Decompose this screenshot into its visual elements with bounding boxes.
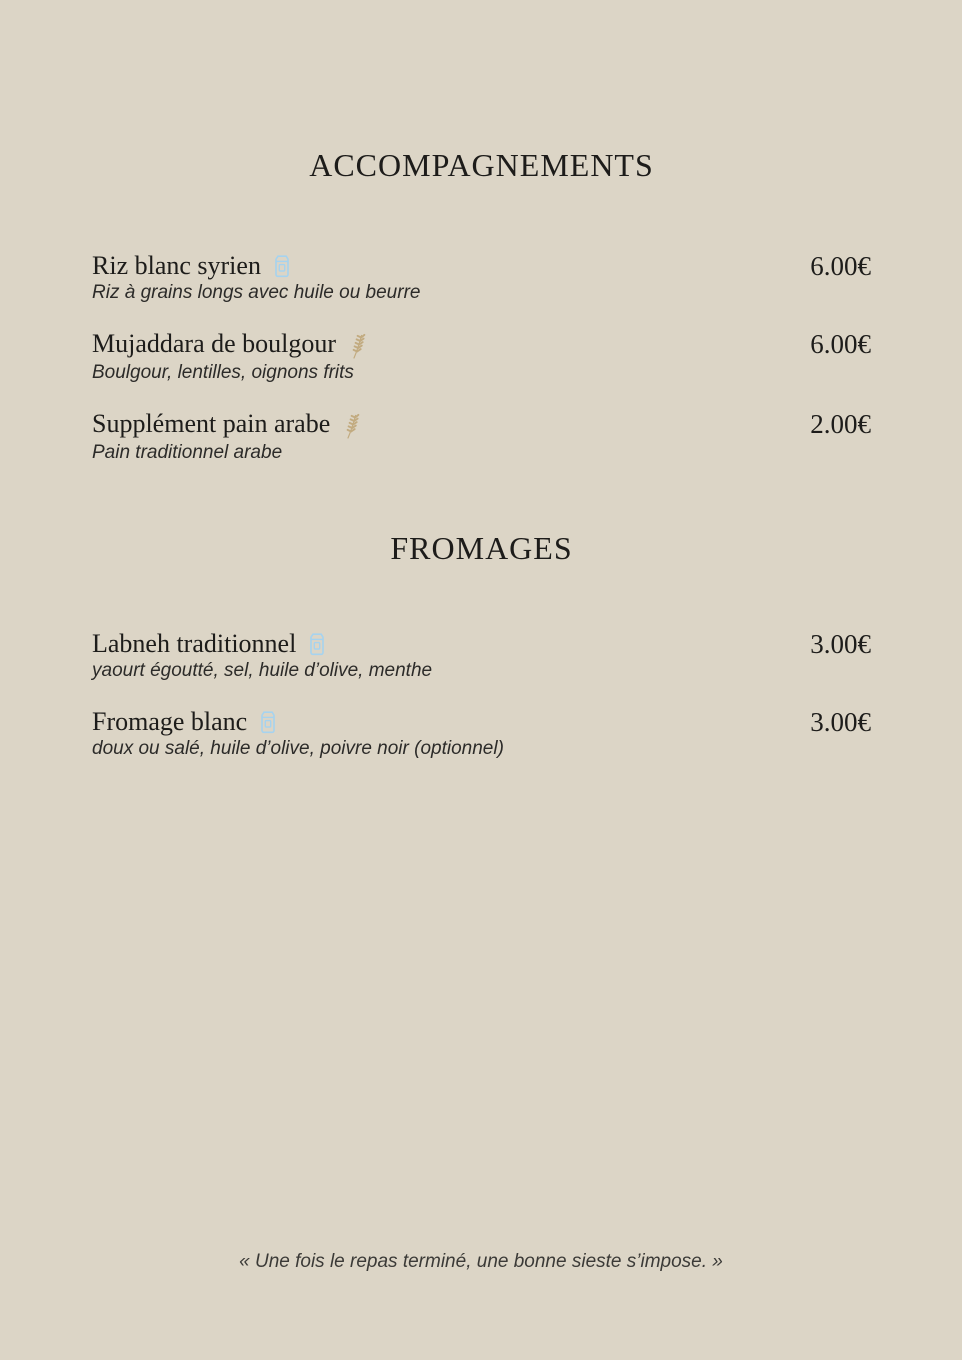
item-price: 2.00€: [810, 409, 871, 439]
item-price: 3.00€: [810, 629, 871, 659]
item-description: Boulgour, lentilles, oignons frits: [92, 362, 354, 383]
item-name: Mujaddara de boulgour: [92, 329, 337, 358]
item-price: 3.00€: [810, 707, 871, 737]
item-name: Riz blanc syrien: [92, 251, 261, 280]
item-row: [92, 252, 871, 280]
item-row: [92, 630, 871, 658]
menu-item-supplement-pain-arabe: [92, 410, 871, 463]
menu-item-fromage-blanc: [92, 708, 871, 759]
item-name: Fromage blanc: [92, 707, 248, 736]
item-description: Pain traditionnel arabe: [92, 442, 283, 463]
item-price: 6.00€: [810, 329, 871, 359]
item-name-wrap: [92, 708, 277, 736]
item-name-wrap: [92, 410, 362, 440]
milk-carton-icon: [273, 254, 291, 278]
milk-carton-icon: [308, 632, 326, 656]
wheat-icon: [342, 412, 362, 440]
item-name: Labneh traditionnel: [92, 629, 297, 658]
fromages-item-list: [92, 630, 871, 759]
item-description: doux ou salé, huile d’olive, poivre noir (optionnel): [92, 738, 504, 759]
accompagnements-item-list: [92, 252, 871, 463]
section-title-fromages: FROMAGES: [390, 530, 573, 566]
item-price: 6.00€: [810, 251, 871, 281]
menu-item-mujaddara-de-boulgour: [92, 330, 871, 383]
item-row: [92, 330, 871, 360]
footer-quote: « Une fois le repas terminé, une bonne sieste s’impose. »: [239, 1251, 723, 1272]
section-title-accompagnements: ACCOMPAGNEMENTS: [309, 147, 654, 183]
item-description: yaourt égoutté, sel, huile d’olive, menthe: [92, 660, 433, 681]
item-name-wrap: [92, 330, 368, 360]
milk-carton-icon: [259, 710, 277, 734]
item-name-wrap: [92, 630, 326, 658]
menu-item-riz-blanc-syrien: [92, 252, 871, 303]
wheat-icon: [348, 332, 368, 360]
item-name: Supplément pain arabe: [92, 409, 331, 438]
item-row: [92, 410, 871, 440]
item-name-wrap: [92, 252, 291, 280]
item-row: [92, 708, 871, 736]
menu-item-labneh-traditionnel: [92, 630, 871, 681]
item-description: Riz à grains longs avec huile ou beurre: [92, 282, 421, 303]
